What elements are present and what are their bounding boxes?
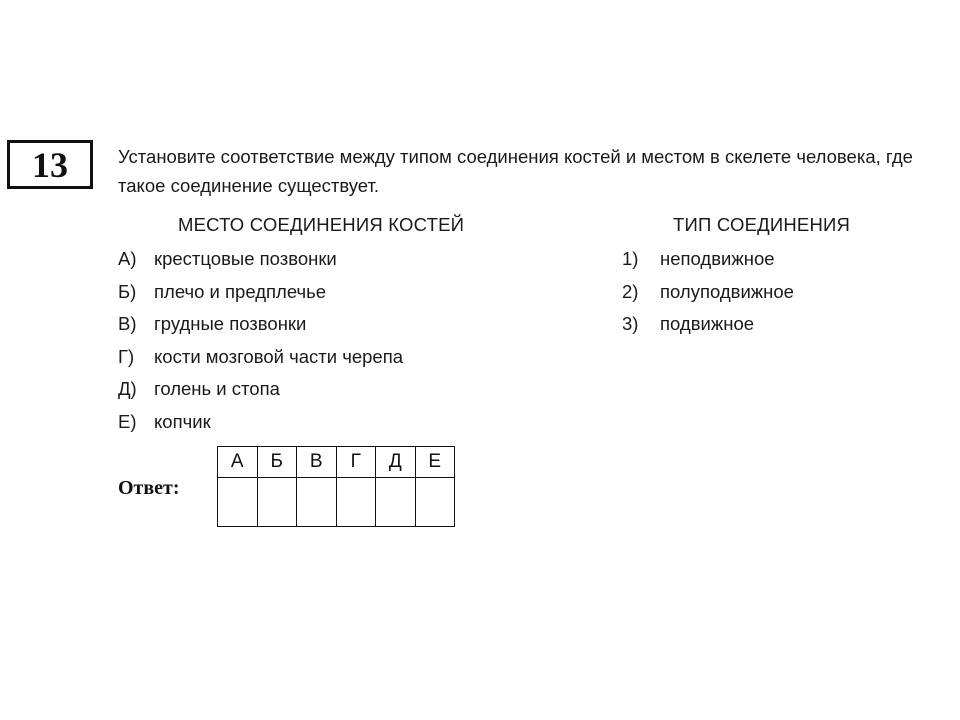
right-column-header: ТИП СОЕДИНЕНИЯ [673,214,851,235]
item-key: А) [118,248,137,269]
answer-column-header: А [218,447,258,478]
answer-cell-b[interactable] [257,478,297,527]
item-text: крестцовые позвонки [154,248,337,269]
list-item [118,243,403,276]
item-text: подвижное [660,313,755,334]
answer-table [217,446,455,527]
list-item [118,341,403,374]
item-key: В) [118,313,137,334]
answer-cell-d[interactable] [376,478,416,527]
list-item [118,373,403,406]
item-key: Д) [118,378,137,399]
question-number-box [7,140,93,189]
answer-column-header: Б [257,447,297,478]
answer-cell-v[interactable] [297,478,337,527]
item-key: Е) [118,410,137,432]
answer-column-header: Г [336,447,376,478]
item-key: 3) [622,313,639,334]
answer-cell-g[interactable] [336,478,376,527]
item-key: 1) [622,248,639,269]
answer-column-header: Е [415,447,455,478]
item-text: грудные позвонки [154,313,307,334]
answer-cell-a[interactable] [218,478,258,527]
item-text: полуподвижное [660,280,794,302]
item-key: 2) [622,280,639,302]
list-item [622,276,794,309]
list-item [118,406,403,439]
item-text: кости мозговой части черепа [154,345,404,367]
question-number: 13 [32,144,68,185]
left-column-header: МЕСТО СОЕДИНЕНИЯ КОСТЕЙ [178,214,465,235]
item-key: Б) [118,280,137,302]
item-text: голень и стопа [154,378,280,399]
answer-label: Ответ: [118,477,180,499]
item-text: копчик [154,410,211,432]
answer-column-header: Д [376,447,416,478]
answer-cell-e[interactable] [415,478,455,527]
question-prompt: Установите соответствие между типом соединения костей и местом в скелете человека, где такое соединение существует. [118,146,913,196]
answer-header-row [218,447,455,478]
item-key: Г) [118,345,135,367]
item-text: плечо и предплечье [154,280,327,302]
list-item [622,308,794,341]
item-text: неподвижное [660,248,775,269]
left-column-list [118,243,403,438]
right-column-list [622,243,794,341]
list-item [118,276,403,309]
list-item [118,308,403,341]
answer-input-row [218,478,455,527]
answer-column-header: В [297,447,337,478]
list-item [622,243,794,276]
